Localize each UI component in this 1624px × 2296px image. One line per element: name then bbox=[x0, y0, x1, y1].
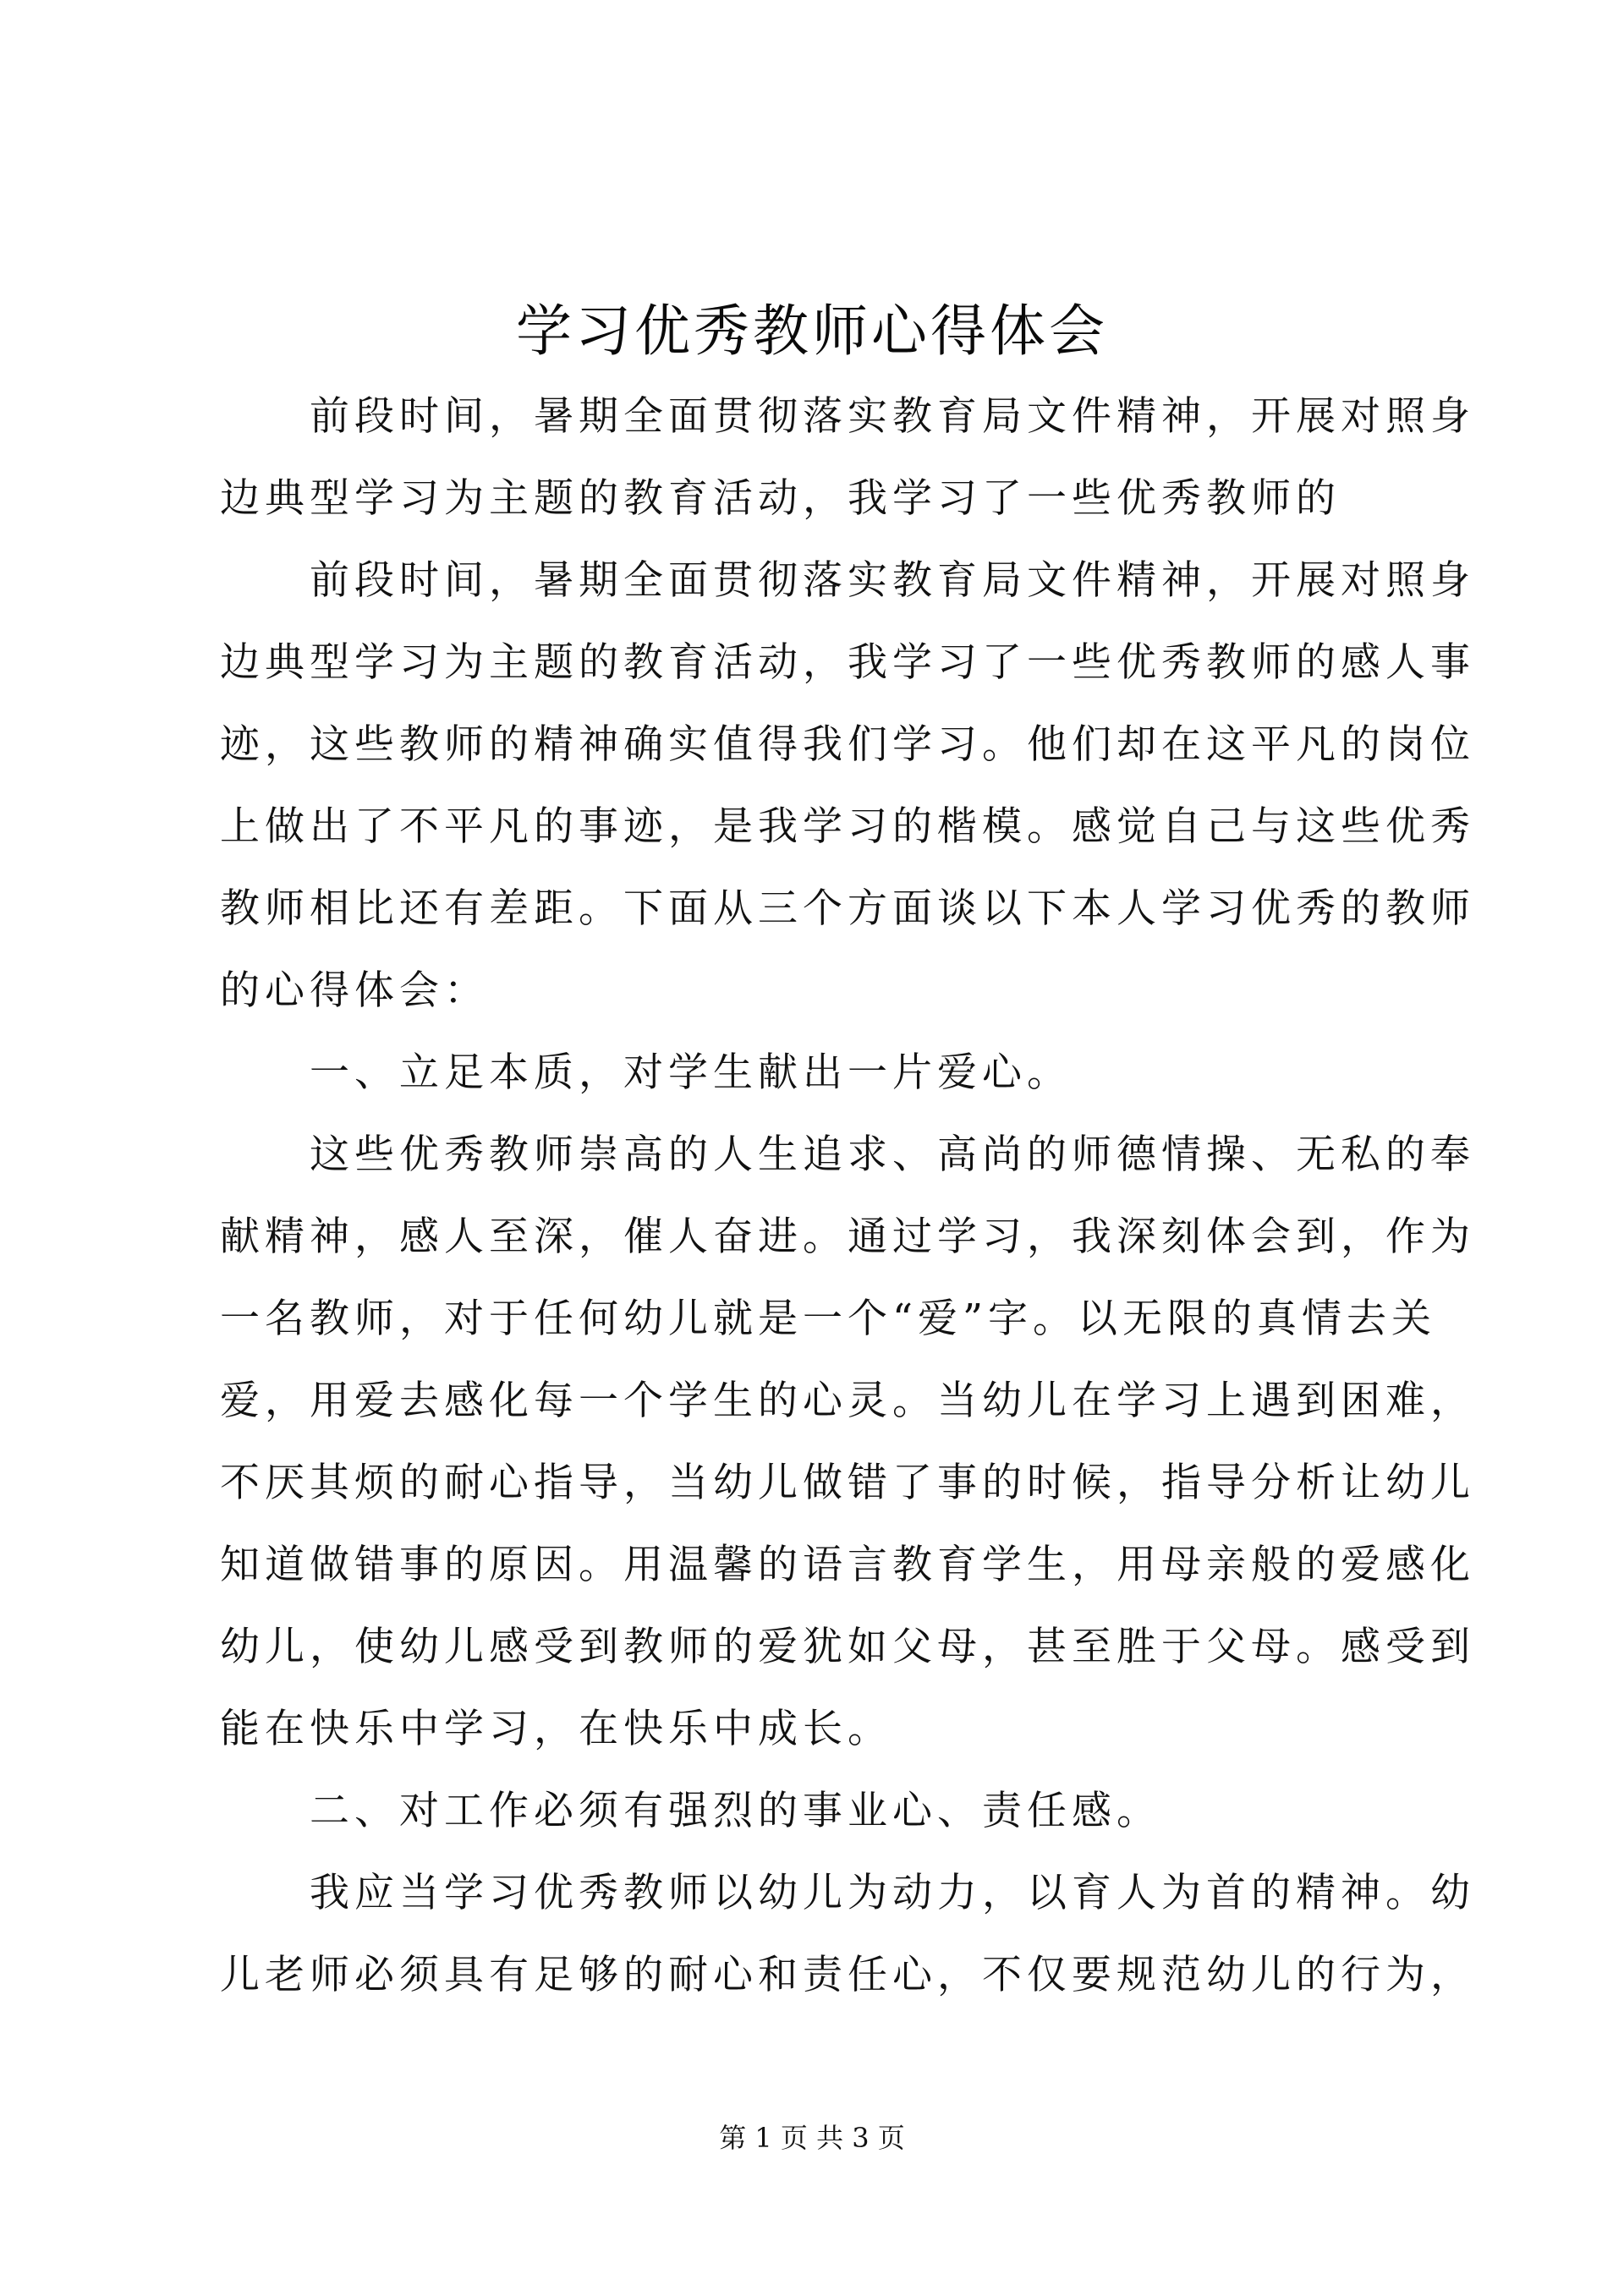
paragraph-line: 边典型学习为主题的教育活动，我学习了一些优秀教师的 bbox=[220, 475, 1341, 522]
paragraph-line: 一名教师，对于任何幼儿就是一个“爱”字。以无限的真情去关 bbox=[220, 1296, 1437, 1342]
paragraph-line: 的心得体会： bbox=[220, 967, 489, 1014]
paragraph-line: 迹，这些教师的精神确实值得我们学习。他们却在这平凡的岗位 bbox=[220, 721, 1475, 768]
paragraph-line: 上做出了不平凡的事迹，是我学习的楷模。感觉自己与这些优秀 bbox=[220, 803, 1475, 850]
paragraph-line: 幼儿，使幼儿感受到教师的爱犹如父母，甚至胜于父母。感受到 bbox=[220, 1624, 1475, 1670]
paragraph-line: 儿老师必须具有足够的耐心和责任心，不仅要规范幼儿的行为， bbox=[220, 1952, 1475, 1998]
paragraph-line: 前段时间，暑期全面贯彻落实教育局文件精神，开展对照身 bbox=[310, 557, 1475, 604]
section-heading: 二、对工作必须有强烈的事业心、责任感。 bbox=[310, 1788, 1161, 1834]
paragraph-line: 不厌其烦的耐心指导，当幼儿做错了事的时候，指导分析让幼儿 bbox=[220, 1460, 1475, 1506]
paragraph-line: 教师相比还有差距。下面从三个方面谈以下本人学习优秀的教师 bbox=[220, 885, 1475, 932]
paragraph-line: 献精神，感人至深，催人奋进。通过学习，我深刻体会到，作为 bbox=[220, 1214, 1475, 1260]
section-heading: 一、立足本质，对学生献出一片爱心。 bbox=[310, 1049, 1072, 1096]
paragraph-line: 这些优秀教师崇高的人生追求、高尚的师德情操、无私的奉 bbox=[310, 1132, 1475, 1178]
document-title: 学习优秀教师心得体会 bbox=[516, 299, 1108, 364]
page-number-footer: 第 1 页 共 3 页 bbox=[719, 2122, 905, 2154]
paragraph-line: 前段时间，暑期全面贯彻落实教育局文件精神，开展对照身 bbox=[310, 393, 1475, 440]
paragraph-line: 边典型学习为主题的教育活动，我学习了一些优秀教师的感人事 bbox=[220, 639, 1475, 686]
paragraph-line: 能在快乐中学习，在快乐中成长。 bbox=[220, 1706, 892, 1752]
paragraph-line: 爱，用爱去感化每一个学生的心灵。当幼儿在学习上遇到困难， bbox=[220, 1378, 1475, 1424]
paragraph-line: 知道做错事的原因。用温馨的语言教育学生，用母亲般的爱感化 bbox=[220, 1542, 1475, 1588]
paragraph-line: 我应当学习优秀教师以幼儿为动力，以育人为首的精神。幼 bbox=[310, 1870, 1475, 1916]
document-body bbox=[220, 375, 1475, 2016]
